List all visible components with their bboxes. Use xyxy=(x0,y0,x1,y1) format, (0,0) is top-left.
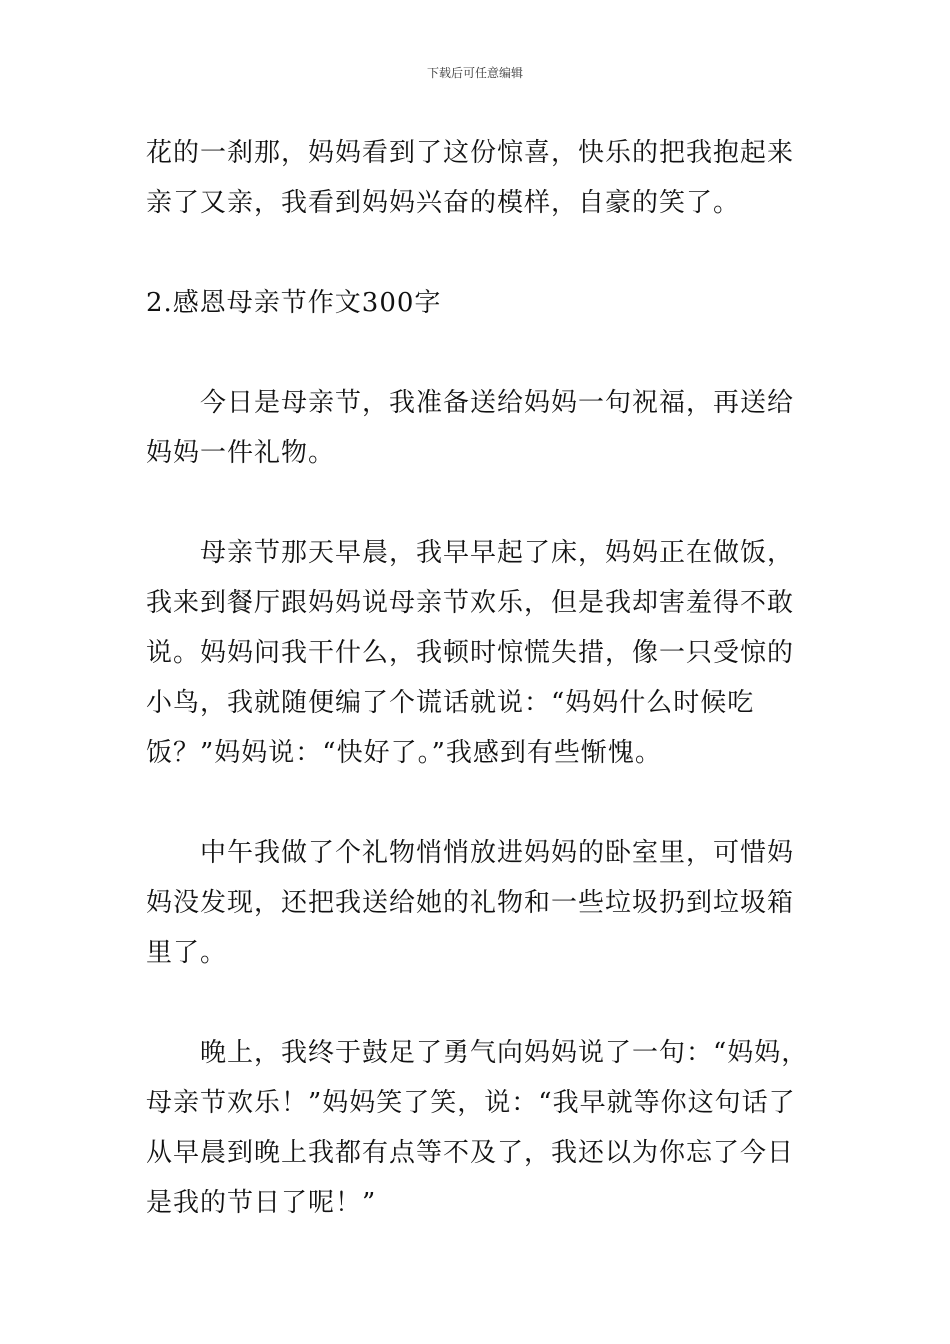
paragraph: 晚上，我终于鼓足了勇气向妈妈说了一句：“妈妈，母亲节欢乐！”妈妈笑了笑，说：“我早就等你这句话了从早晨到晚上我都有点等不及了，我还以为你忘了今日是我的节日了呢！” xyxy=(146,1038,809,1218)
paragraph: 中午我做了个礼物悄悄放进妈妈的卧室里，可惜妈妈没发现，还把我送给她的礼物和一些垃圾扔到垃圾箱里了。 xyxy=(146,838,795,968)
page-header: 下载后可任意编辑 xyxy=(426,66,523,80)
paragraph-gap xyxy=(146,328,810,378)
paragraph-gap xyxy=(146,228,810,278)
paragraph-gap xyxy=(146,778,810,828)
paragraph-gap xyxy=(146,978,810,1028)
paragraph-gap xyxy=(146,478,810,528)
paragraph-continued: 花的一刹那，妈妈看到了这份惊喜，快乐的把我抱起来亲了又亲，我看到妈妈兴奋的模样，自豪的笑了。 xyxy=(146,138,795,218)
document-body xyxy=(146,128,810,1228)
paragraph: 今日是母亲节，我准备送给妈妈一句祝福，再送给妈妈一件礼物。 xyxy=(146,388,795,468)
section-heading: 2.感恩母亲节作文300字 xyxy=(146,288,442,318)
paragraph: 母亲节那天早晨，我早早起了床，妈妈正在做饭，我来到餐厅跟妈妈说母亲节欢乐，但是我却害羞得不敢说。妈妈问我干什么，我顿时惊慌失措，像一只受惊的小鸟，我就随便编了个谎话就说：“妈妈什么时候吃饭？”妈妈说：“快好了。”我感到有些惭愧。 xyxy=(146,538,795,768)
